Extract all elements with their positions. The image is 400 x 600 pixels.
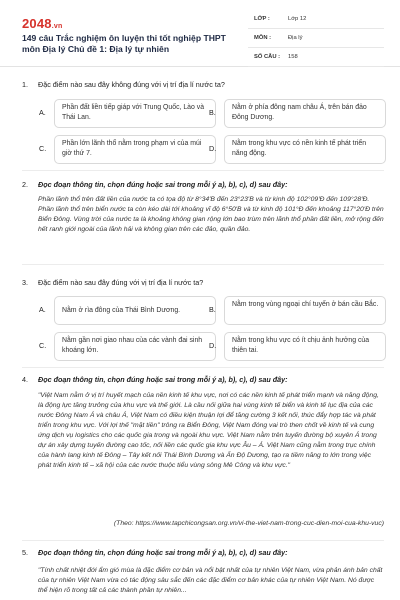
meta-label: SỐ CÂU : <box>254 54 281 60</box>
question-text: Đặc điểm nào sau đây đúng với vị trí địa lí nước ta? <box>38 278 204 287</box>
option-a[interactable] <box>39 296 216 325</box>
question-number: 5. <box>22 548 28 557</box>
option-letter: A. <box>39 108 46 117</box>
option-letter: A. <box>39 305 46 314</box>
option-text: Phần đất liền tiếp giáp với Trung Quốc, Lào và Thái Lan. <box>62 104 205 121</box>
option-text: Nằm ở rìa đông của Thái Bình Dương. <box>62 307 181 314</box>
page-header <box>0 0 400 67</box>
question-number: 3. <box>22 278 28 287</box>
site-logo[interactable] <box>22 16 62 31</box>
question-number: 1. <box>22 80 28 89</box>
meta-row-subject <box>248 29 384 48</box>
reading-passage: Phần lãnh thổ trên đất liền của nước ta có tọa độ từ 8°34'B đến 23°23'B và từ kinh độ 102°09'Đ đến 109°28'Đ. Phần lãnh thổ trên biển nước ta còn kéo dài tới khoảng vĩ độ 6°50'B và từ kinh độ 101°Đ đến khoảng 117°20'Đ trên Biển Đông. Vùng trời của nước ta là khoảng không gian rộng lớn bao trùm trên lãnh thổ phần đất liền, mở rộng đến hết ranh giới ngoài của lãnh hải và không gian trên các đảo, quần đảo. <box>38 196 384 233</box>
option-text: Nằm trong khu vực có ít chịu ảnh hưởng của thiên tai. <box>232 337 370 354</box>
option-letter: C. <box>39 144 47 153</box>
divider <box>22 264 384 265</box>
logo-main: 2048 <box>22 16 52 31</box>
question-text: Đọc đoạn thông tin, chọn đúng hoặc sai trong mỗi ý a), b), c), d) sau đây: <box>38 375 288 384</box>
meta-value: Lớp 12 <box>288 16 307 22</box>
option-letter: D. <box>209 144 217 153</box>
option-text: Nằm ở phía đông nam châu Á, trên bán đảo Đông Dương. <box>232 104 367 121</box>
divider <box>22 367 384 368</box>
option-letter: B. <box>209 108 216 117</box>
option-text: Phần lớn lãnh thổ nằm trong phạm vi của múi giờ thứ 7. <box>62 140 202 157</box>
meta-row-class <box>248 10 384 29</box>
option-text: Nằm trong khu vực có nền kinh tế phát triển năng động. <box>232 140 367 157</box>
document-title: 149 câu Trắc nghiệm ôn luyện thi tốt nghiệp THPT môn Địa lý Chủ đề 1: Địa lý tự nhiên <box>22 33 226 54</box>
question-text: Đặc điểm nào sau đây không đúng với vị trí địa lí nước ta? <box>38 80 225 89</box>
meta-label: LỚP : <box>254 16 270 22</box>
divider <box>22 540 384 541</box>
option-c[interactable] <box>39 332 216 361</box>
meta-value: 158 <box>288 54 298 60</box>
meta-value: Địa lý <box>288 35 303 41</box>
option-letter: D. <box>209 341 217 350</box>
reading-passage: "Việt Nam nằm ở vị trí huyết mạch của nền kinh tế khu vực, nơi có các nền kinh tế phát triển mạnh và năng động, là động lực tăng trưởng của khu vực và thế giới. Là cầu nối giữa hai vùng kinh tế biển và kinh tế lục địa của các nước Đông Nam Á và châu Á, Việt Nam có điều kiện thuận lợi để tăng cường 3 kết nối, thúc đẩy hợp tác và phát triển trong khu vực. Với lợi thế "mặt tiền" trông ra Biển Đông, Việt Nam đóng vai trò then chốt về kinh tế và cung ứng dịch vụ logistics cho các quốc gia trong và ngoài khu vực. Việt Nam nằm trên tuyến đường bộ xuyên Á trong dự án xây dựng tuyến đường cao tốc, nối liền các quốc gia khu vực Âu – Á. Việt Nam cũng nằm trong trục chính của hành lang kinh tế Đông – Tây kết nối Thái Bình Dương và Ấn Độ Dương, tạo ra tiềm năng to lớn trong việc phát triển kinh tế – xã hội của các nước thuộc tiểu vùng sông Mê Công và khu vực." <box>38 392 379 469</box>
meta-row-count <box>248 48 384 67</box>
option-a[interactable] <box>39 99 216 128</box>
option-b[interactable] <box>209 99 386 128</box>
option-d[interactable] <box>209 332 386 361</box>
option-text: Nằm trong vùng ngoại chí tuyến ở bán cầu Bắc. <box>232 301 379 308</box>
question-text: Đọc đoạn thông tin, chọn đúng hoặc sai trong mỗi ý a), b), c), d) sau đây: <box>38 548 288 557</box>
option-text: Nằm gần nơi giao nhau của các vành đai sinh khoáng lớn. <box>62 337 203 354</box>
option-d[interactable] <box>209 135 386 164</box>
option-letter: B. <box>209 305 216 314</box>
meta-label: MÔN : <box>254 35 272 41</box>
meta-table <box>248 10 384 67</box>
option-b[interactable] <box>209 296 386 325</box>
question-number: 2. <box>22 180 28 189</box>
question-text: Đọc đoạn thông tin, chọn đúng hoặc sai trong mỗi ý a), b), c), d) sau đây: <box>38 180 288 189</box>
passage-source: (Theo: https://www.tapchicongsan.org.vn/vi-the-viet-nam-trong-cuc-dien-moi-cua-khu-vuc) <box>113 520 384 527</box>
logo-suffix: .vn <box>51 23 63 30</box>
question-number: 4. <box>22 375 28 384</box>
reading-passage: "Tính chất nhiệt đới ẩm gió mùa là đặc điểm cơ bản và nổi bật nhất của tự nhiên Việt Nam, vừa phản ánh bản chất của tự nhiên Việt Nam vừa có tác động sâu sắc đến các đặc điểm cơ bản khác của tự nhiên Việt Nam. Nó được thể hiện rõ trong tất cả các thành phần tự nhiên... <box>38 567 383 594</box>
option-c[interactable] <box>39 135 216 164</box>
divider <box>22 170 384 171</box>
option-letter: C. <box>39 341 47 350</box>
